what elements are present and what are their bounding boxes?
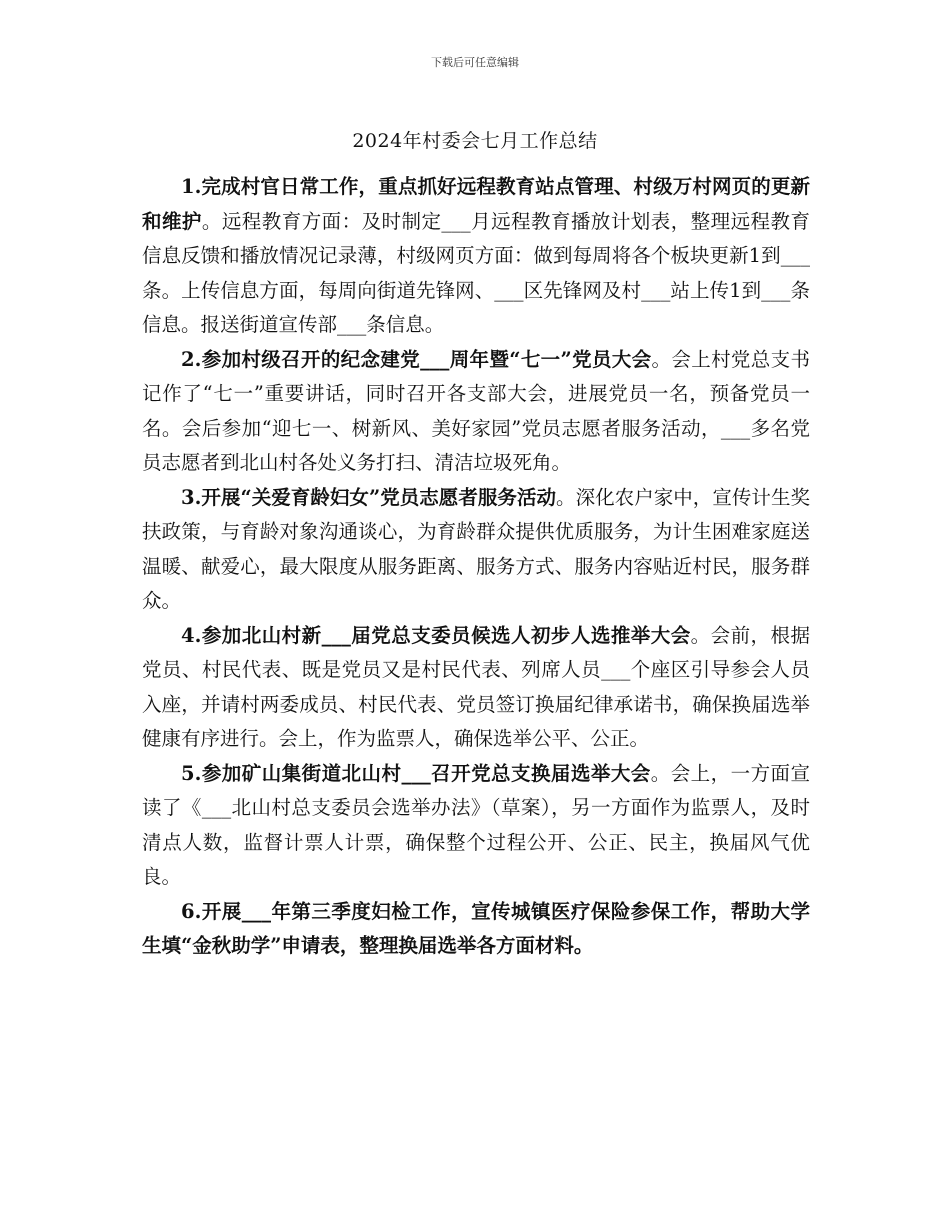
paragraph-5-heading: 5.参加矿山集街道北山村___召开党总支换届选举大会 bbox=[181, 761, 651, 785]
paragraph-4-heading: 4.参加北山村新___届党总支委员候选人初步人选推举大会 bbox=[181, 623, 691, 647]
paragraph-2-heading: 2.参加村级召开的纪念建党___周年暨“七一”党员大会 bbox=[181, 347, 652, 371]
document-title: 2024年村委会七月工作总结 bbox=[352, 130, 598, 152]
header-note: 下载后可任意编辑 bbox=[431, 56, 519, 69]
paragraph-1-text: 。远程教育方面：及时制定___月远程教育播放计划表，整理远程教育信息反馈和播放情况记录薄，村级网页方面：做到每周将各个板块更新1到___条。上传信息方面，每周向街道先锋网、___区先锋网及村___站上传1到___条信息。报送街道宣传部___条信息。 bbox=[142, 209, 810, 336]
paragraph-4-text: 。会前，根据党员、村民代表、既是党员又是村民代表、列席人员___个座区引导参会人员入座，并请村两委成员、村民代表、党员签订换届纪律承诺书，确保换届选举健康有序进行。会上，作为监票人，确保选举公平、公正。 bbox=[142, 623, 810, 750]
paragraph-3-text: 。深化农户家中，宣传计生奖扶政策，与育龄对象沟通谈心，为育龄群众提供优质服务，为计生困难家庭送温暖、献爱心，最大限度从服务距离、服务方式、服务内容贴近村民，服务群众。 bbox=[142, 485, 810, 612]
paragraph-4 bbox=[142, 619, 810, 757]
paragraph-6-heading: 6.开展___年第三季度妇检工作，宣传城镇医疗保险参保工作，帮助大学生填“金秋助学”申请表，整理换届选举各方面材料。 bbox=[142, 899, 810, 957]
paragraph-1 bbox=[142, 170, 810, 343]
paragraph-5-text: 。会上，一方面宣读了《___北山村总支委员会选举办法》（草案），另一方面作为监票人，及时清点人数，监督计票人计票，确保整个过程公开、公正、民主，换届风气优良。 bbox=[142, 761, 810, 888]
paragraph-6 bbox=[142, 895, 810, 964]
document-body bbox=[142, 170, 810, 964]
paragraph-2 bbox=[142, 343, 810, 481]
paragraph-3-heading: 3.开展“关爱育龄妇女”党员志愿者服务活动 bbox=[181, 485, 557, 509]
paragraph-1-heading: 1.完成村官日常工作，重点抓好远程教育站点管理、村级万村网页的更新和维护 bbox=[142, 175, 810, 233]
paragraph-5 bbox=[142, 757, 810, 895]
paragraph-2-text: 。会上村党总支书记作了“七一”重要讲话，同时召开各支部大会，进展党员一名，预备党员一名。会后参加“迎七一、树新风、美好家园”党员志愿者服务活动，___多名党员志愿者到北山村各处义务打扫、清洁垃圾死角。 bbox=[142, 347, 810, 474]
paragraph-3 bbox=[142, 481, 810, 619]
